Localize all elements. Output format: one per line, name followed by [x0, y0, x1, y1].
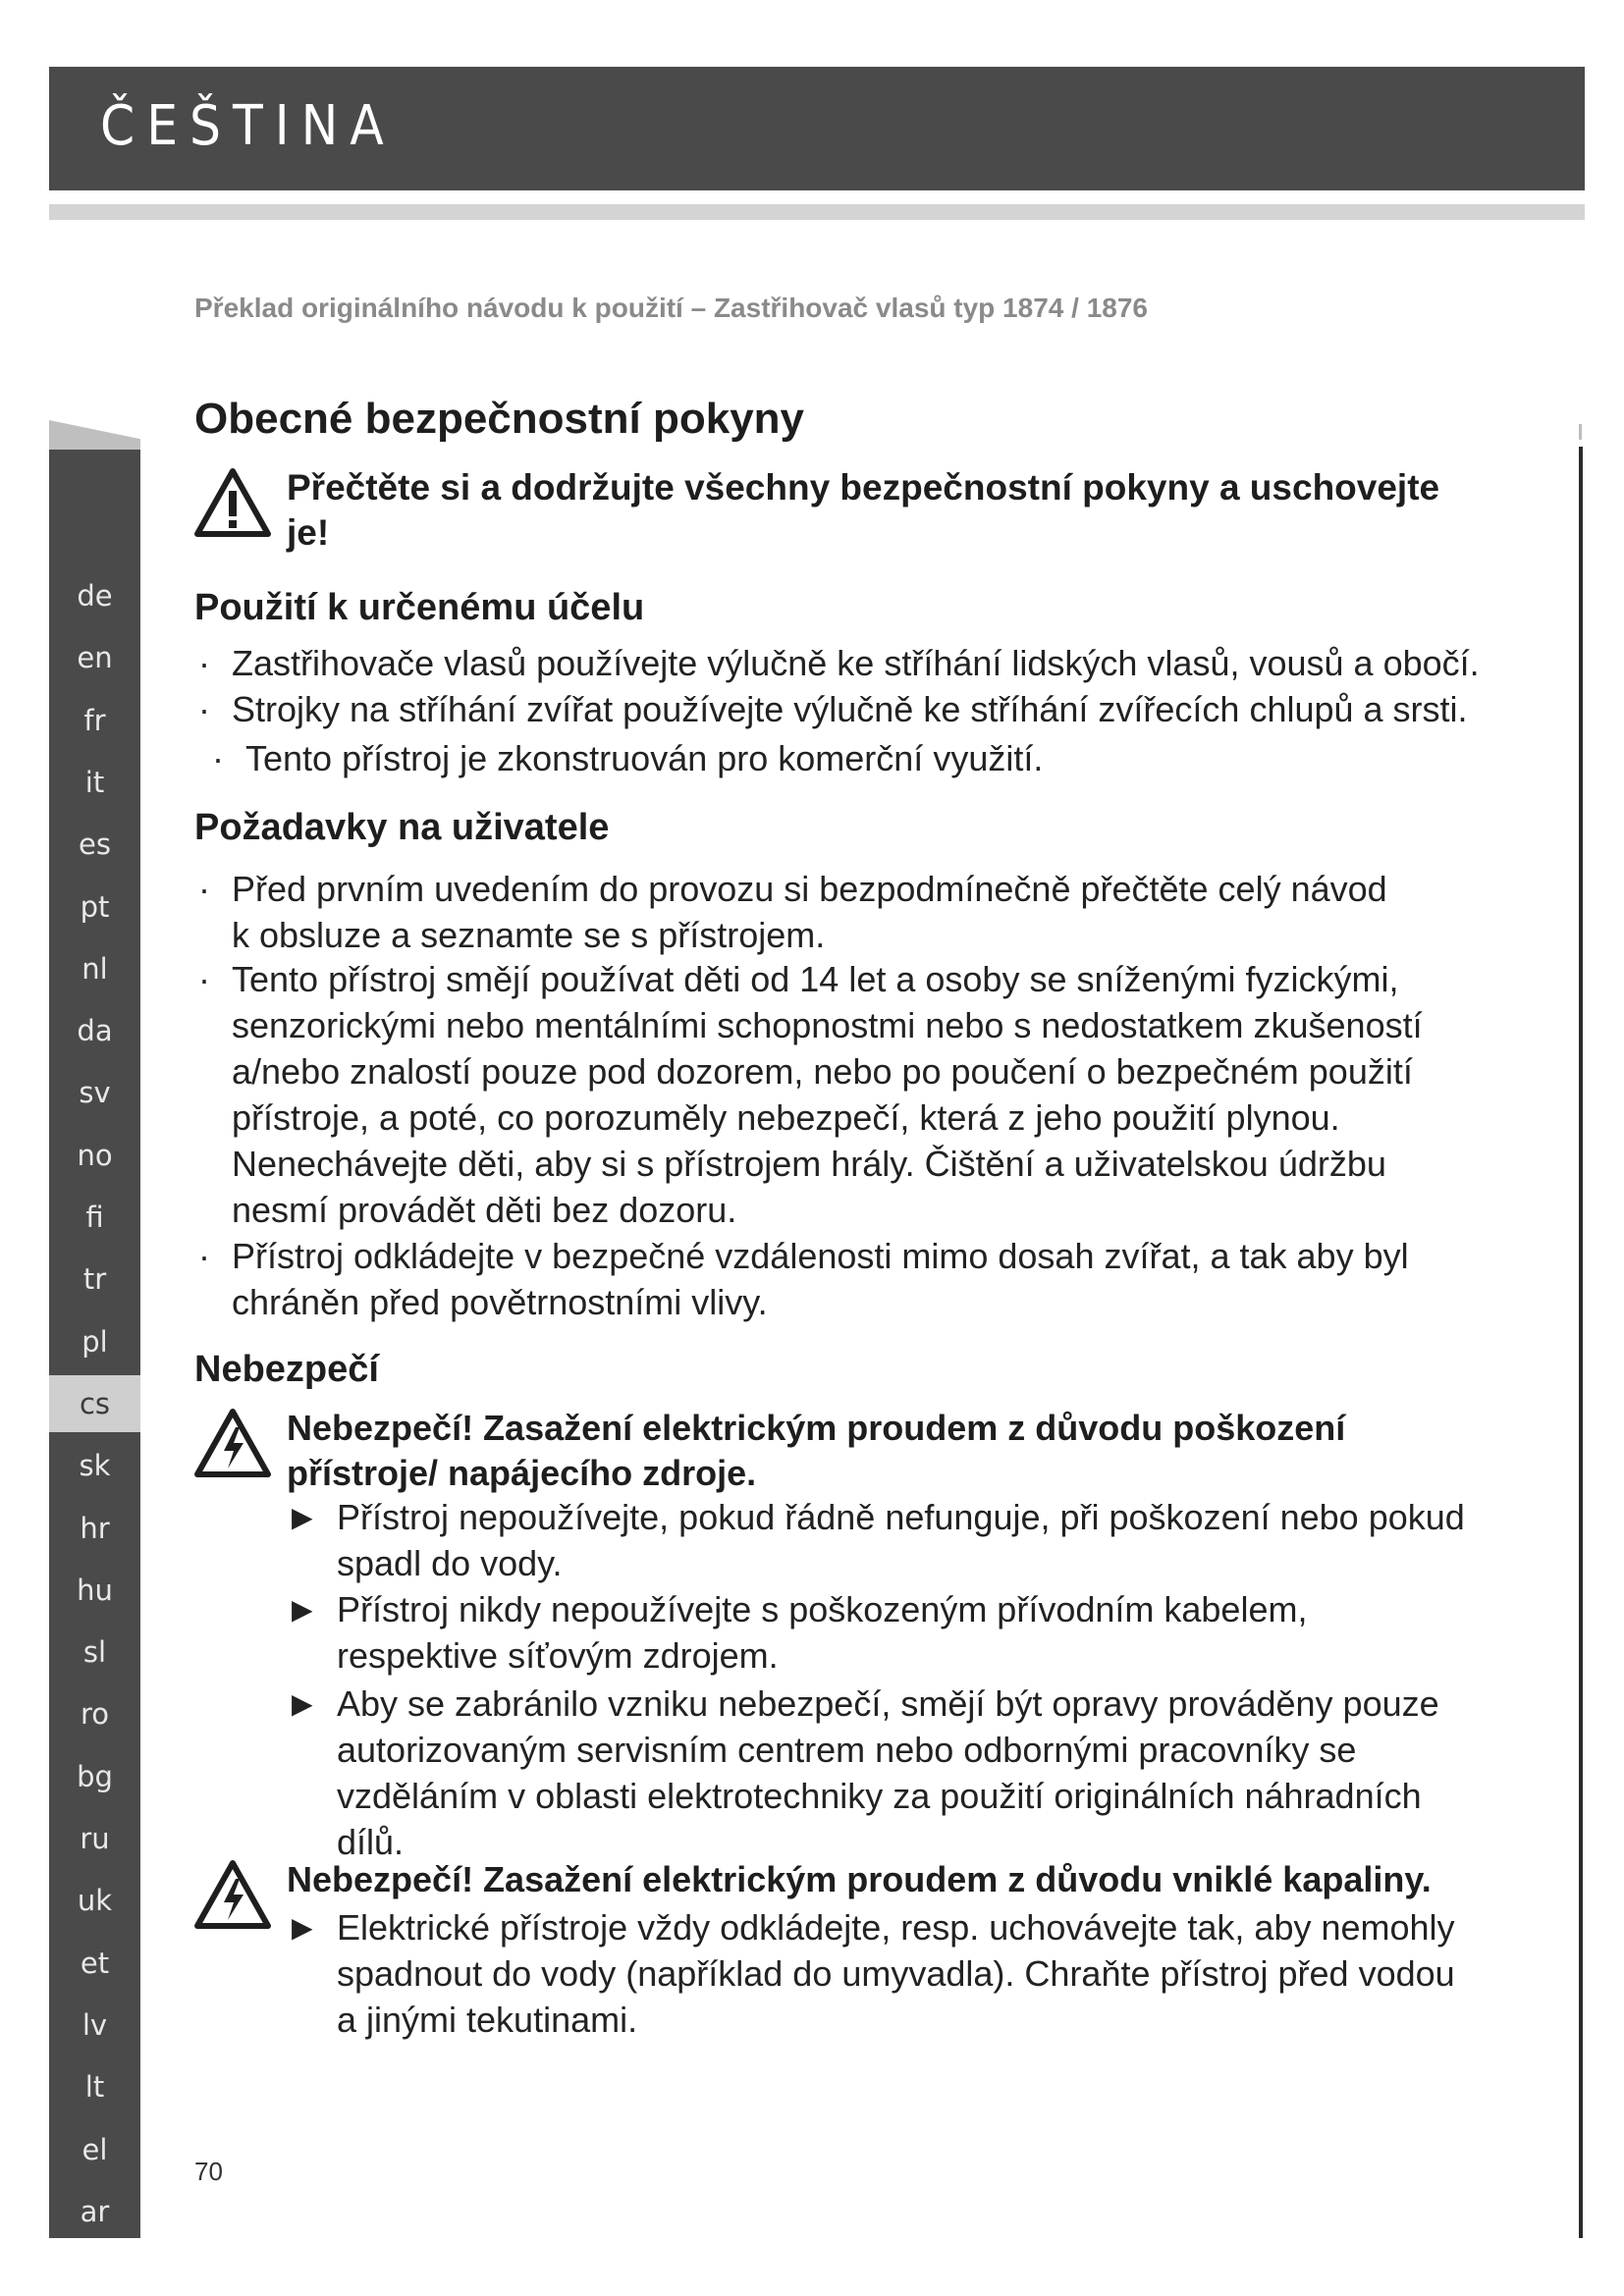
user-item-1-text: Před prvním uvedením do provozu si bezpodmínečně přečtěte celý návod k obsluze a seznamte se s přístrojem.	[232, 869, 1387, 955]
language-tab-bg[interactable]: bg	[77, 1759, 113, 1793]
language-tab-ar[interactable]: ar	[80, 2194, 110, 2228]
language-tab-el[interactable]: el	[81, 2132, 108, 2166]
danger-warning-2-title: Nebezpečí! Zasažení elektrickým proudem z důvodu vniklé kapaliny.	[287, 1859, 1432, 1899]
language-tab-et[interactable]: et	[80, 1946, 110, 1980]
document-subtitle: Překlad originálního návodu k použití – Zastřihovač vlasů typ 1874 / 1876	[194, 293, 1148, 323]
use-item-2	[198, 686, 1489, 732]
bullet-dot: ·	[198, 959, 210, 999]
header-divider	[49, 204, 1585, 220]
use-item-1-text: Zastřihovače vlasů používejte výlučně ke stříhání lidských vlasů, vousů a obočí.	[232, 643, 1480, 683]
danger2-item-1-text: Elektrické přístroje vždy odkládejte, resp. uchovávejte tak, aby nemohly spadnout do vody (například do umyvadla). Chraňte přístroj před vodou a jinými tekutinami.	[337, 1907, 1455, 2040]
bullet-dot: ·	[198, 643, 210, 683]
use-item-3	[212, 735, 1483, 781]
language-tab-nl[interactable]: nl	[81, 951, 108, 986]
page-number: 70	[194, 2157, 223, 2186]
language-tab-cs[interactable]: cs	[49, 1375, 140, 1432]
language-tab-lv[interactable]: lv	[81, 2007, 108, 2042]
language-tab-sv[interactable]: sv	[79, 1076, 111, 1110]
danger-warning-1-title: Nebezpečí! Zasažení elektrickým proudem z důvodu poškození přístroje/ napájecího zdroje.	[287, 1408, 1346, 1493]
danger1-item-1	[292, 1494, 1476, 1586]
bullet-dot: ·	[198, 869, 210, 909]
user-item-1	[198, 866, 1390, 958]
side-tab-wedge	[49, 420, 140, 452]
header-bar	[49, 67, 1585, 190]
bullet-dot: ·	[198, 689, 210, 729]
user-item-2-text: Tento přístroj smějí používat děti od 14 let a osoby se sníženými fyzickými, senzorickými nebo mentálními schopnostmi nebo s nedostatkem zkušeností a/nebo znalostí pouze pod dozorem, nebo po poučení o bezpečném použití přístroje, a poté, co porozuměly nebezpečí, která z jeho použití plynou. Nenechávejte děti, aby si s přístrojem hrály. Čištění a uživatelskou údržbu nesmí provádět děti bez dozoru.	[232, 959, 1423, 1230]
language-sidebar	[49, 450, 140, 2238]
language-tab-sl[interactable]: sl	[82, 1635, 107, 1670]
section-title-intended-use: Použití k určenému účelu	[194, 587, 645, 628]
right-margin-rule-top	[1579, 424, 1582, 440]
language-tab-fi[interactable]: fi	[85, 1201, 104, 1234]
right-margin-rule	[1579, 447, 1583, 2238]
bullet-dot: ·	[212, 738, 224, 778]
danger1-item-2-text: Přístroj nikdy nepoužívejte s poškozeným přívodním kabelem, respektive síťovým zdrojem.	[337, 1589, 1308, 1676]
language-tab-tr[interactable]: tr	[82, 1262, 107, 1297]
danger1-item-3	[292, 1681, 1476, 1865]
arrow-right-icon: ▶	[292, 1688, 313, 1719]
arrow-right-icon: ▶	[292, 1594, 313, 1625]
language-tab-no[interactable]: no	[77, 1138, 113, 1172]
user-item-3-text: Přístroj odkládejte v bezpečné vzdálenosti mimo dosah zvířat, a tak aby byl chráněn před povětrnostními vlivy.	[232, 1236, 1409, 1322]
electric-hazard-icon	[194, 1859, 271, 1930]
language-tab-fr[interactable]: fr	[83, 703, 106, 737]
section-title-general: Obecné bezpečnostní pokyny	[194, 395, 805, 443]
danger1-item-2	[292, 1586, 1476, 1679]
section-title-user-requirements: Požadavky na uživatele	[194, 807, 610, 848]
language-tab-uk[interactable]: uk	[77, 1884, 113, 1918]
language-tab-hu[interactable]: hu	[77, 1573, 113, 1607]
language-tab-ru[interactable]: ru	[80, 1822, 110, 1855]
danger2-item-1	[292, 1904, 1476, 2043]
general-warning-text: Přečtěte si a dodržujte všechny bezpečnostní pokyny a uschovejte je!	[287, 467, 1440, 553]
language-tab-lt[interactable]: lt	[84, 2070, 105, 2105]
user-item-3	[198, 1233, 1469, 1325]
language-tab-pl[interactable]: pl	[81, 1324, 108, 1359]
language-tab-es[interactable]: es	[79, 828, 111, 862]
danger1-item-1-text: Přístroj nepoužívejte, pokud řádně nefunguje, při poškození nebo pokud spadl do vody.	[337, 1497, 1465, 1583]
arrow-right-icon: ▶	[292, 1502, 313, 1532]
warning-triangle-icon	[194, 467, 271, 538]
section-title-danger: Nebezpečí	[194, 1349, 379, 1390]
language-tab-en[interactable]: en	[77, 641, 113, 675]
language-tab-ro[interactable]: ro	[80, 1697, 110, 1732]
page-title: ČEŠTINA	[100, 94, 396, 158]
language-tab-da[interactable]: da	[77, 1014, 113, 1048]
use-item-2-text: Strojky na stříhání zvířat používejte výlučně ke stříhání zvířecích chlupů a srsti.	[232, 689, 1468, 729]
use-item-1	[198, 640, 1489, 686]
language-tab-hr[interactable]: hr	[80, 1511, 110, 1545]
danger1-item-3-text: Aby se zabránilo vzniku nebezpečí, smějí být opravy prováděny pouze autorizovaným servisním centrem nebo odbornými pracovníky se vzděláním v oblasti elektrotechniky za použití originálních náhradních dílů.	[337, 1683, 1439, 1862]
language-tab-de[interactable]: de	[77, 579, 113, 613]
user-item-2	[198, 956, 1449, 1233]
electric-hazard-icon	[194, 1408, 271, 1478]
language-tab-sk[interactable]: sk	[79, 1449, 111, 1483]
bullet-dot: ·	[198, 1236, 210, 1276]
language-tab-pt[interactable]: pt	[80, 889, 110, 924]
use-item-3-text: Tento přístroj je zkonstruován pro komerční využití.	[245, 738, 1044, 778]
language-tab-it[interactable]: it	[84, 765, 105, 799]
arrow-right-icon: ▶	[292, 1912, 313, 1943]
